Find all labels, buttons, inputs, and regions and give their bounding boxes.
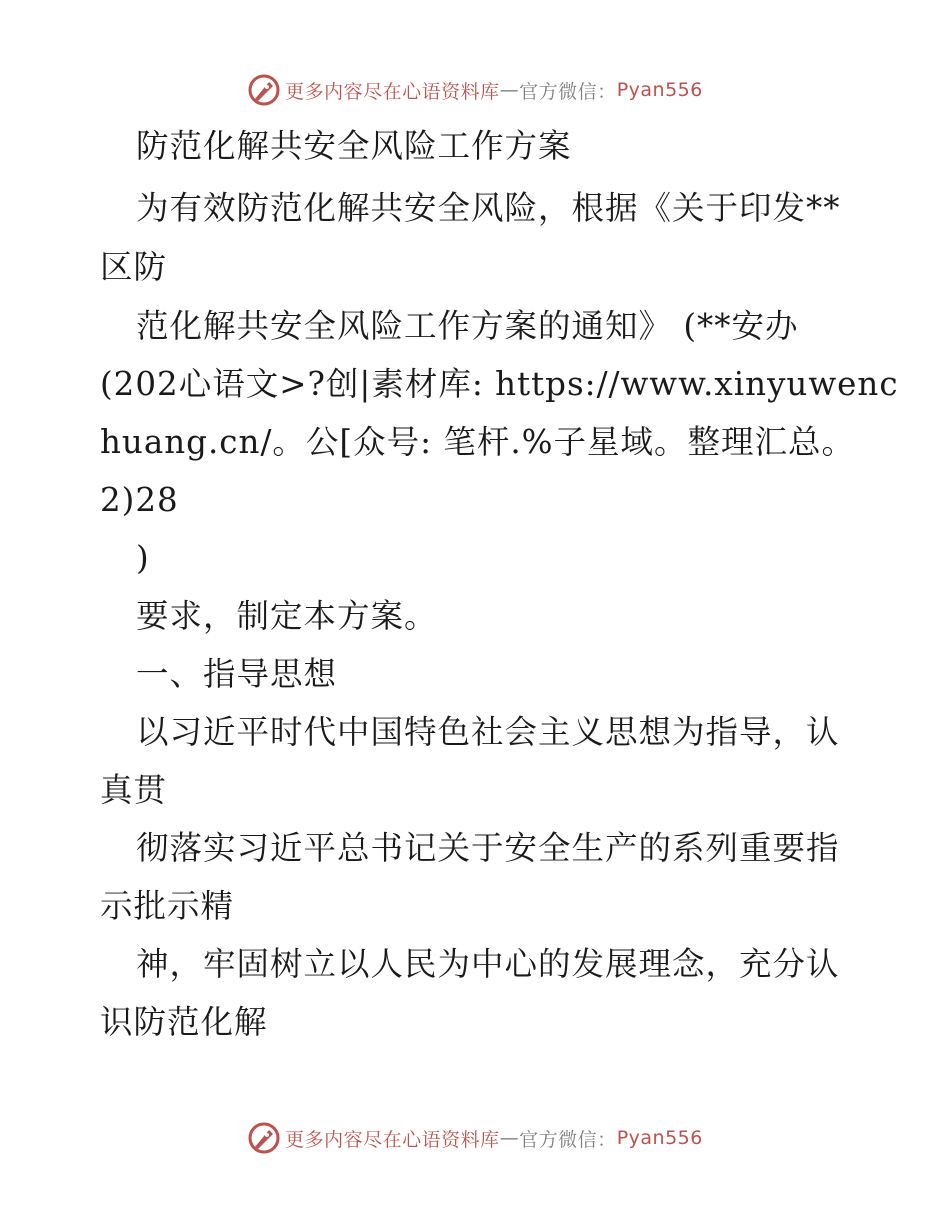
doc-title: 防范化解共安全风险工作方案 — [136, 127, 572, 165]
banner-wechat-label: 官方微信： — [519, 80, 617, 103]
doc-line: 为有效防范化解共安全风险，根据《关于印发** — [136, 189, 841, 227]
doc-line: huang.cn/。公[众号: 笔杆.%子星域。整理汇总。 — [100, 423, 856, 461]
doc-line: (202心语文>?创|素材库: https://www.xinyuwenc — [100, 365, 899, 403]
doc-line: 范化解共安全风险工作方案的通知》 (**安办 — [136, 307, 799, 345]
doc-line: 识防范化解 — [100, 1003, 268, 1041]
doc-line: 以习近平时代中国特色社会主义思想为指导，认 — [136, 713, 840, 751]
doc-line: 示批示精 — [100, 887, 235, 925]
banner-text: 更多内容尽在心语资料库 — [285, 1128, 500, 1151]
banner-dash: — — [499, 1127, 520, 1149]
banner-dash: — — [499, 79, 520, 101]
doc-line: 神，牢固树立以人民为中心的发展理念，充分认 — [136, 945, 840, 983]
doc-line: 真贯 — [100, 771, 168, 809]
doc-line: 区防 — [100, 248, 168, 286]
footer-banner — [0, 1118, 950, 1158]
doc-line: ) — [136, 539, 150, 577]
section-heading: 一、指导思想 — [136, 655, 338, 693]
pen-nib-logo-icon — [247, 1121, 281, 1155]
doc-line: 要求，制定本方案。 — [136, 597, 438, 635]
banner-text: 更多内容尽在心语资料库 — [285, 80, 500, 103]
banner-wechat-id: Pyan556 — [616, 79, 703, 101]
doc-line: 2)28 — [100, 481, 179, 519]
doc-line: 彻落实习近平总书记关于安全生产的系列重要指 — [136, 829, 840, 867]
banner-wechat-label: 官方微信： — [519, 1128, 617, 1151]
banner-wechat-id: Pyan556 — [616, 1127, 703, 1149]
